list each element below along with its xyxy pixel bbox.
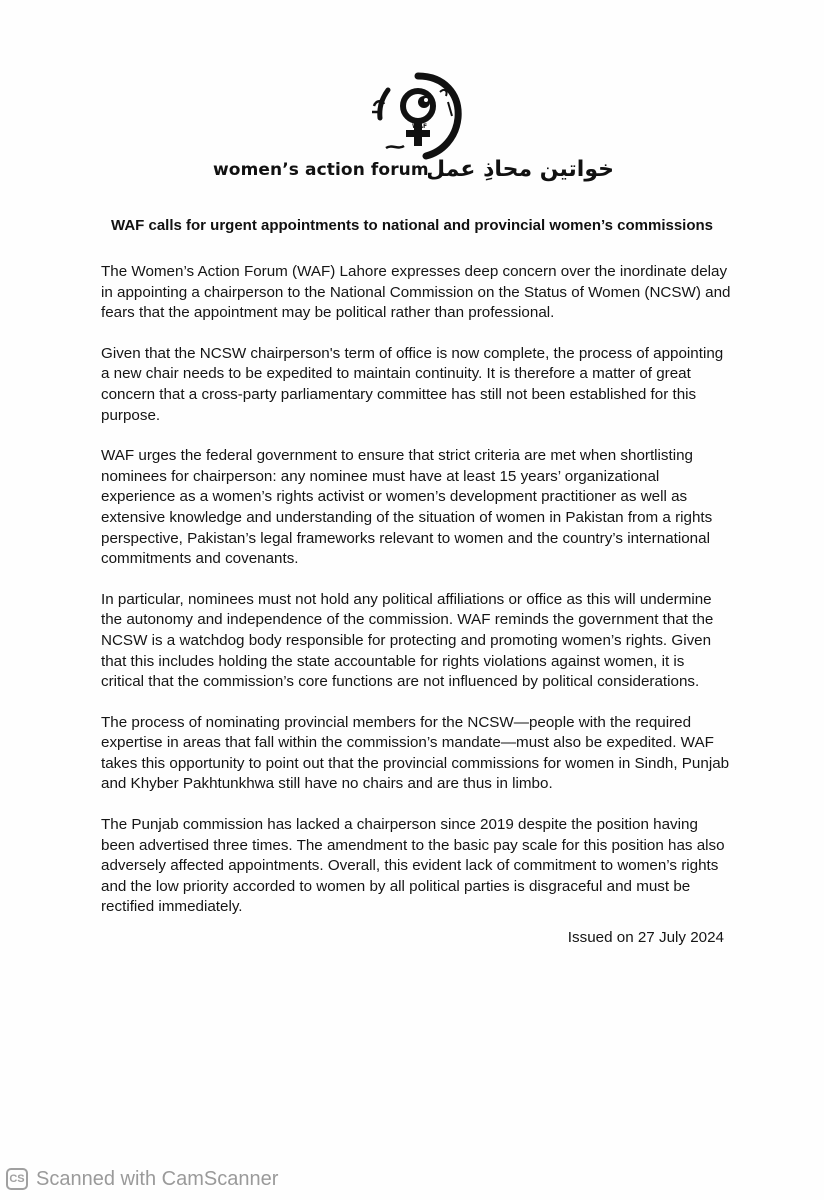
watermark-text: Scanned with CamScanner [36,1167,279,1190]
paragraph-2: Given that the NCSW chairperson's term of office is now complete, the process of appointing a new chair needs to be expedited to maintain continuity. It is therefore a matter of great concern that a cross-party parliamentary committee has still not been established for this purpose. [101,344,724,424]
paragraph-6: The Punjab commission has lacked a chairperson since 2019 despite the position having been advertised three times. The amendment to the basic pay scale for this position has also adversely affected appointments. Overall, this evident lack of commitment to women’s rights and the low priority accorded to women by all political parties is disgraceful and must be rectified immediately. [101,816,725,916]
org-name: women’s action forum [213,160,429,180]
statement-title: WAF calls for urgent appointments to national and provincial women’s commissions [110,217,714,234]
camscanner-icon: CS [6,1168,28,1190]
org-name-urdu-text: خواتین محاذِ عمل [428,157,613,182]
paragraph-4: In particular, nominees must not hold any political affiliations or office as this will undermine the autonomy and independence of the commission. WAF reminds the government that the NCSW is a watchdog body responsible for protecting and promoting women’s rights. Given that this includes holding the state accountable for rights violations against women, it is critical that the commission’s core functions are not influenced by political considerations. [101,590,714,691]
org-name-urdu [428,150,613,190]
logo-label: WAF [412,123,428,130]
statement-body [101,262,731,938]
waf-logo [366,72,466,162]
paragraph-5: The process of nominating provincial members for the NCSW—people with the required expertise in areas that fall within the commission’s mandate—must also be expedited. WAF takes this opportunity to point out that the provincial commissions for women in Sindh, Punjab and Khyber Pakhtunkhwa still have no chairs and are thus in limbo. [101,713,730,793]
paragraph-1: The Women’s Action Forum (WAF) Lahore expresses deep concern over the inordinate delay in appointing a chairperson to the National Commission on the Status of Women (NCSW) and fears that the appointment may be political rather than professional. [101,263,731,322]
camscanner-watermark [6,1164,278,1194]
paragraph-3: WAF urges the federal government to ensure that strict criteria are met when shortlisting nominees for chairperson: any nominee must have at least 15 years’ organizational experience as a women’s rights activist or women’s development practitioner as well as extensive knowledge and understanding of the situation of women in Pakistan from a rights perspective, Pakistan’s legal frameworks relevant to women and the country’s international commitments and covenants. [101,447,713,568]
issued-date: Issued on 27 July 2024 [567,929,724,946]
waf-venus-logo-icon [366,72,466,162]
